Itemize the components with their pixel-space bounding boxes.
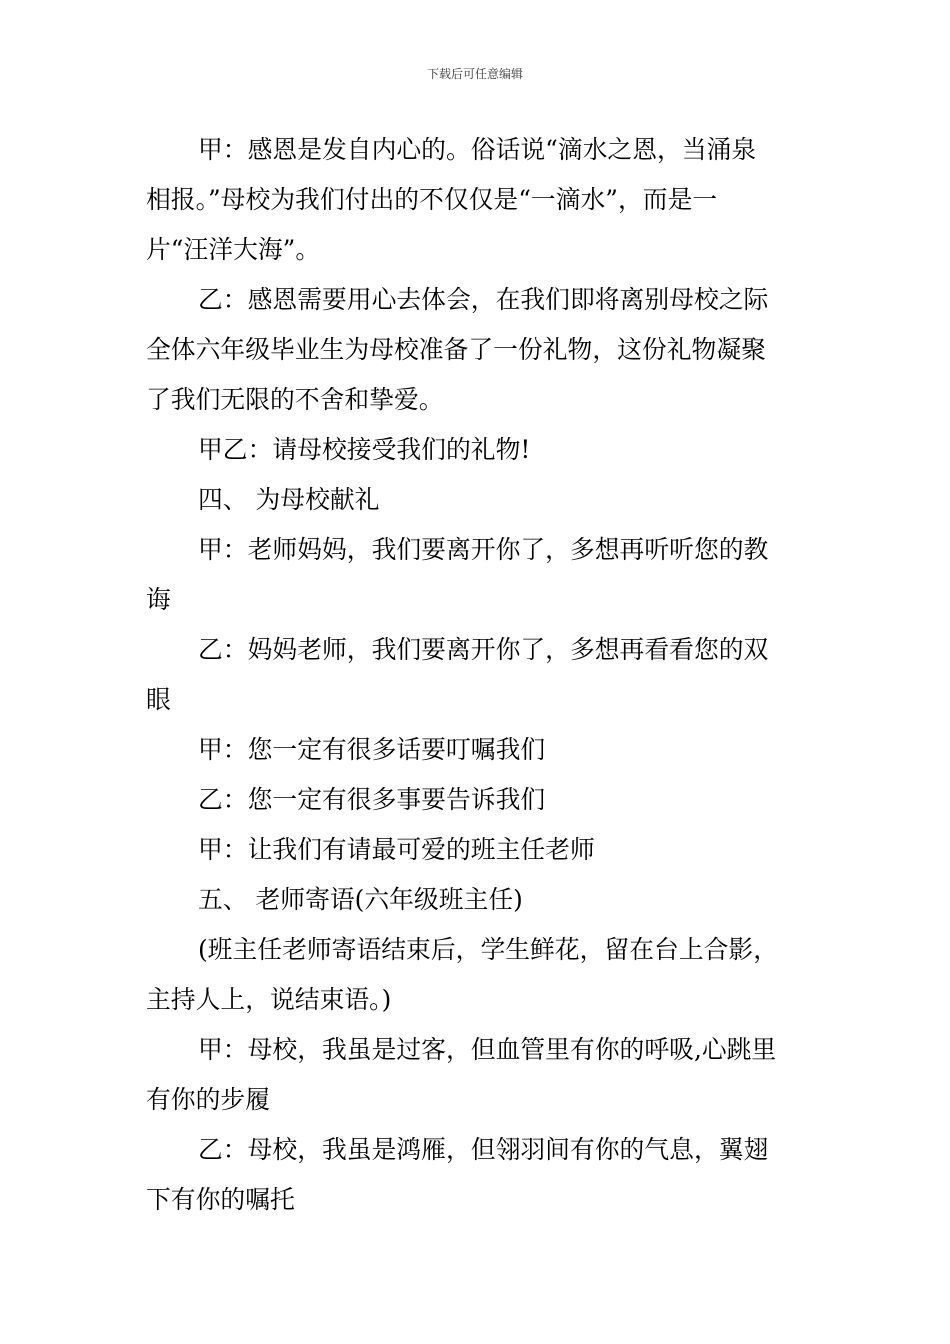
- text-line: 诲: [146, 585, 171, 614]
- text-line: 四、 为母校献礼: [198, 485, 380, 514]
- text-line: 片“汪洋大海”。: [146, 235, 321, 264]
- paragraph-8: [146, 775, 810, 825]
- text-line: 甲乙：请母校接受我们的礼物!: [198, 435, 531, 464]
- text-line: 主持人上，说结束语。): [146, 985, 392, 1014]
- text-line: 乙：感恩需要用心去体会，在我们即将离别母校之际: [198, 285, 769, 314]
- paragraph-11: [146, 925, 810, 1025]
- text-line: 乙：妈妈老师，我们要离开你了，多想再看看您的双: [198, 635, 769, 664]
- paragraph-2: [146, 275, 810, 425]
- page-header-note: 下载后可任意编辑: [426, 67, 523, 81]
- text-line: 下有你的嘱托: [146, 1185, 295, 1214]
- section-heading-4: [146, 475, 810, 525]
- text-line: 甲：老师妈妈，我们要离开你了，多想再听听您的教: [198, 535, 769, 564]
- paragraph-3: [146, 425, 810, 475]
- text-line: 甲：让我们有请最可爱的班主任老师: [198, 835, 595, 864]
- text-line: 乙：您一定有很多事要告诉我们: [198, 785, 546, 814]
- paragraph-12: [146, 1025, 810, 1125]
- text-line: 五、 老师寄语(六年级班主任): [198, 885, 523, 914]
- text-line: 有你的步履: [146, 1085, 270, 1114]
- text-line: 甲：母校，我虽是过客，但血管里有你的呼吸,心跳里: [198, 1035, 777, 1064]
- text-line: 了我们无限的不舍和挚爱。: [146, 385, 444, 414]
- text-line: 乙：母校，我虽是鸿雁，但翎羽间有你的气息，翼翅: [198, 1135, 769, 1164]
- paragraph-9: [146, 825, 810, 875]
- paragraph-13: [146, 1125, 810, 1225]
- section-heading-5: [146, 875, 810, 925]
- text-line: 甲：您一定有很多话要叮嘱我们: [198, 735, 546, 764]
- text-line: (班主任老师寄语结束后，学生鲜花，留在台上合影，: [198, 935, 779, 964]
- paragraph-1: [146, 125, 810, 275]
- text-line: 甲：感恩是发自内心的。俗话说“滴水之恩，当涌泉: [198, 135, 757, 164]
- document-body: [146, 125, 810, 1225]
- paragraph-5: [146, 525, 810, 625]
- text-line: 眼: [146, 685, 171, 714]
- paragraph-7: [146, 725, 810, 775]
- paragraph-6: [146, 625, 810, 725]
- text-line: 相报。”母校为我们付出的不仅仅是“一滴水”，而是一: [146, 185, 718, 214]
- text-line: 全体六年级毕业生为母校准备了一份礼物，这份礼物凝聚: [146, 335, 766, 364]
